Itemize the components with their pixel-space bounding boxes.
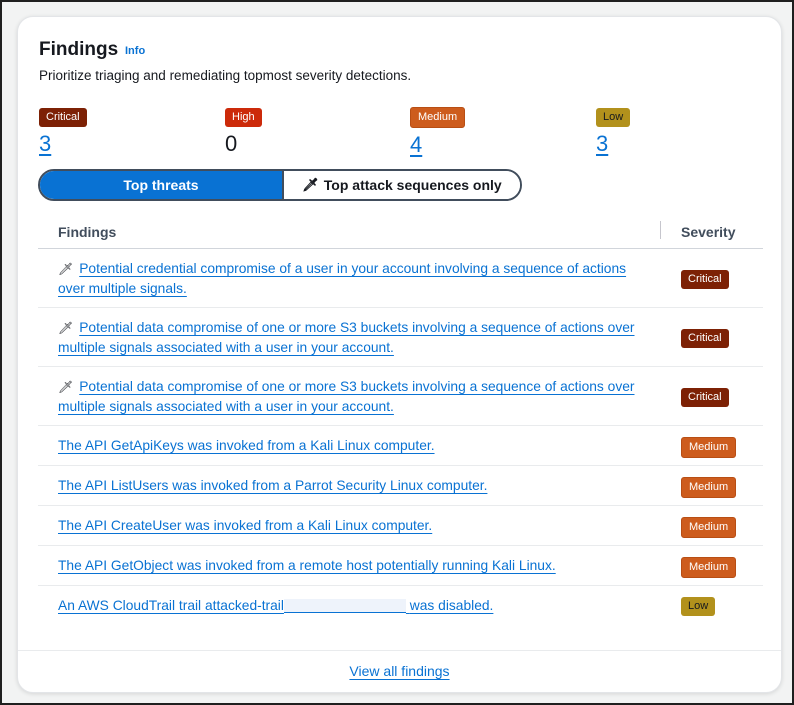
table-row bbox=[38, 308, 763, 367]
panel-title: Findings bbox=[39, 39, 119, 60]
redacted-trail-name bbox=[284, 599, 406, 613]
severity-badge: Medium bbox=[681, 437, 736, 458]
attack-sequence-icon: 🗡︎ bbox=[58, 380, 74, 394]
finding-text: Potential data compromise of one or more S3 buckets involving a sequence of actions over multiple signals associated with a user in your account. bbox=[58, 379, 635, 414]
high-count: 0 bbox=[225, 131, 238, 156]
severity-summary-critical bbox=[39, 107, 87, 157]
severity-badge: Low bbox=[681, 597, 715, 616]
view-all-findings bbox=[18, 663, 781, 679]
finding-link[interactable]: The API CreateUser was invoked from a Kali Linux computer. bbox=[58, 518, 433, 533]
severity-badge: Medium bbox=[681, 517, 736, 538]
high-badge: High bbox=[225, 108, 262, 127]
low-count-link[interactable]: 3 bbox=[596, 131, 609, 156]
finding-link[interactable] bbox=[58, 596, 638, 616]
findings-panel bbox=[17, 16, 782, 693]
table-row bbox=[38, 466, 763, 506]
finding-link[interactable] bbox=[58, 318, 638, 358]
findings-table-header bbox=[38, 217, 763, 249]
severity-badge: Critical bbox=[681, 388, 729, 407]
column-header-severity: Severity bbox=[681, 224, 736, 240]
column-divider[interactable] bbox=[660, 221, 661, 239]
low-badge: Low bbox=[596, 108, 630, 127]
severity-summary-high bbox=[225, 107, 262, 157]
critical-count-link[interactable]: 3 bbox=[39, 131, 52, 156]
table-row bbox=[38, 426, 763, 466]
finding-text: Potential data compromise of one or more S3 buckets involving a sequence of actions over multiple signals associated with a user in your account. bbox=[58, 320, 635, 355]
finding-link[interactable] bbox=[58, 377, 638, 417]
view-segmented-control bbox=[38, 169, 522, 201]
finding-link[interactable]: The API GetApiKeys was invoked from a Kali Linux computer. bbox=[58, 438, 435, 453]
panel-description: Prioritize triaging and remediating topmost severity detections. bbox=[39, 68, 412, 83]
severity-summary-medium bbox=[410, 107, 465, 158]
severity-badge: Medium bbox=[681, 557, 736, 578]
view-all-findings-link[interactable]: View all findings bbox=[349, 663, 450, 679]
findings-table-body bbox=[38, 249, 763, 626]
severity-badge: Critical bbox=[681, 270, 729, 289]
attack-sequence-icon: 🗡︎ bbox=[58, 262, 74, 276]
finding-text-suffix: was disabled. bbox=[409, 598, 494, 613]
severity-summary-low bbox=[596, 107, 630, 157]
segment-top-attack-sequences[interactable] bbox=[282, 171, 520, 199]
finding-link[interactable]: The API ListUsers was invoked from a Parrot Security Linux computer. bbox=[58, 478, 488, 493]
segment-top-attack-sequences-label: Top attack sequences only bbox=[323, 177, 502, 193]
finding-link[interactable] bbox=[58, 259, 638, 299]
table-row bbox=[38, 586, 763, 626]
table-row bbox=[38, 367, 763, 426]
finding-link[interactable]: The API GetObject was invoked from a remote host potentially running Kali Linux. bbox=[58, 558, 556, 573]
footer-divider bbox=[18, 650, 781, 651]
medium-badge: Medium bbox=[410, 107, 465, 128]
medium-count-link[interactable]: 4 bbox=[410, 132, 423, 157]
info-link[interactable]: Info bbox=[125, 45, 146, 57]
finding-text: Potential credential compromise of a user in your account involving a sequence of actions over multiple signals. bbox=[58, 261, 627, 296]
finding-text-prefix: An AWS CloudTrail trail attacked-trail bbox=[58, 598, 284, 613]
attack-sequence-icon: 🗡︎ bbox=[302, 177, 319, 192]
segment-top-threats-label: Top threats bbox=[123, 177, 199, 193]
table-row bbox=[38, 249, 763, 308]
segment-top-threats[interactable] bbox=[40, 171, 282, 199]
column-header-findings: Findings bbox=[58, 224, 117, 240]
table-row bbox=[38, 546, 763, 586]
attack-sequence-icon: 🗡︎ bbox=[58, 321, 74, 335]
severity-badge: Medium bbox=[681, 477, 736, 498]
critical-badge: Critical bbox=[39, 108, 87, 127]
table-row bbox=[38, 506, 763, 546]
severity-badge: Critical bbox=[681, 329, 729, 348]
